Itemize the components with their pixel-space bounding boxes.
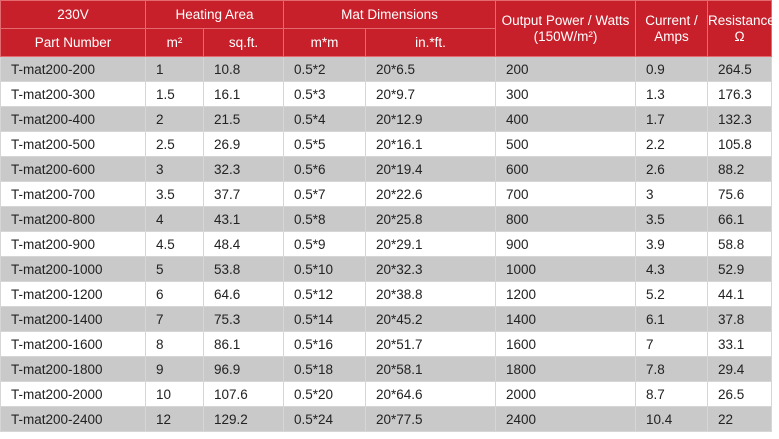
table-row [1,257,772,282]
current-cell: 10.4 [636,407,708,432]
resistance-cell: 132.3 [708,107,772,132]
m2-cell: 2.5 [146,132,204,157]
table-body [1,57,772,432]
resistance-cell: 66.1 [708,207,772,232]
table-row [1,132,772,157]
sqft-cell: 43.1 [204,207,284,232]
table-header [1,1,779,57]
mat-dimensions-header: Mat Dimensions [284,1,496,29]
part-number-cell: T-mat200-700 [1,182,146,207]
resistance-cell: 44.1 [708,282,772,307]
m2-cell: 4.5 [146,232,204,257]
sqft-header: sq.ft. [204,29,284,57]
inft-cell: 20*32.3 [366,257,496,282]
current-header: Current / Amps [636,1,708,57]
current-cell: 5.2 [636,282,708,307]
mm-cell: 0.5*24 [284,407,366,432]
inft-cell: 20*12.9 [366,107,496,132]
mm-cell: 0.5*8 [284,207,366,232]
inft-cell: 20*58.1 [366,357,496,382]
voltage-header: 230V [1,1,146,29]
inft-cell: 20*29.1 [366,232,496,257]
m2-cell: 6 [146,282,204,307]
table-row [1,232,772,257]
part-number-cell: T-mat200-500 [1,132,146,157]
m2-cell: 10 [146,382,204,407]
output-power-cell: 700 [496,182,636,207]
current-cell: 1.7 [636,107,708,132]
output-power-cell: 200 [496,57,636,82]
output-power-cell: 1000 [496,257,636,282]
sqft-cell: 86.1 [204,332,284,357]
inft-cell: 20*22.6 [366,182,496,207]
resistance-cell: 37.8 [708,307,772,332]
m2-header: m² [146,29,204,57]
m2-cell: 1 [146,57,204,82]
resistance-cell: 29.4 [708,357,772,382]
part-number-cell: T-mat200-2000 [1,382,146,407]
sqft-cell: 96.9 [204,357,284,382]
output-power-cell: 1800 [496,357,636,382]
table-row [1,182,772,207]
sqft-cell: 26.9 [204,132,284,157]
current-cell: 6.1 [636,307,708,332]
table-row [1,57,772,82]
part-number-cell: T-mat200-2400 [1,407,146,432]
inft-header: in.*ft. [366,29,496,57]
inft-cell: 20*77.5 [366,407,496,432]
table-row [1,157,772,182]
output-power-cell: 800 [496,207,636,232]
inft-cell: 20*19.4 [366,157,496,182]
output-power-cell: 600 [496,157,636,182]
current-cell: 8.7 [636,382,708,407]
output-power-cell: 500 [496,132,636,157]
table-row [1,332,772,357]
resistance-cell: 26.5 [708,382,772,407]
m2-cell: 9 [146,357,204,382]
m2-cell: 7 [146,307,204,332]
resistance-cell: 75.6 [708,182,772,207]
part-number-cell: T-mat200-1400 [1,307,146,332]
mm-cell: 0.5*14 [284,307,366,332]
resistance-cell: 105.8 [708,132,772,157]
sqft-cell: 16.1 [204,82,284,107]
heating-area-header: Heating Area [146,1,284,29]
mm-cell: 0.5*3 [284,82,366,107]
inft-cell: 20*16.1 [366,132,496,157]
current-cell: 7 [636,332,708,357]
output-power-cell: 2400 [496,407,636,432]
mm-cell: 0.5*6 [284,157,366,182]
current-cell: 1.3 [636,82,708,107]
current-cell: 3.5 [636,207,708,232]
sqft-cell: 32.3 [204,157,284,182]
m2-cell: 8 [146,332,204,357]
mm-cell: 0.5*9 [284,232,366,257]
m2-cell: 12 [146,407,204,432]
table-row [1,107,772,132]
m2-cell: 4 [146,207,204,232]
sqft-cell: 129.2 [204,407,284,432]
sqft-cell: 10.8 [204,57,284,82]
part-number-header: Part Number [1,29,146,57]
part-number-cell: T-mat200-300 [1,82,146,107]
resistance-cell: 58.8 [708,232,772,257]
mm-cell: 0.5*10 [284,257,366,282]
table-row [1,282,772,307]
resistance-cell: 52.9 [708,257,772,282]
m2-cell: 3.5 [146,182,204,207]
m2-cell: 1.5 [146,82,204,107]
part-number-cell: T-mat200-900 [1,232,146,257]
m2-cell: 3 [146,157,204,182]
inft-cell: 20*45.2 [366,307,496,332]
output-power-cell: 2000 [496,382,636,407]
resistance-cell: 33.1 [708,332,772,357]
table-row [1,357,772,382]
part-number-cell: T-mat200-1200 [1,282,146,307]
resistance-cell: 22 [708,407,772,432]
part-number-cell: T-mat200-400 [1,107,146,132]
mm-cell: 0.5*2 [284,57,366,82]
mm-cell: 0.5*4 [284,107,366,132]
table-row [1,207,772,232]
current-cell: 0.9 [636,57,708,82]
part-number-cell: T-mat200-1800 [1,357,146,382]
part-number-cell: T-mat200-1600 [1,332,146,357]
sqft-cell: 37.7 [204,182,284,207]
table-row [1,382,772,407]
mm-cell: 0.5*5 [284,132,366,157]
mm-cell: 0.5*12 [284,282,366,307]
output-power-cell: 400 [496,107,636,132]
inft-cell: 20*64.6 [366,382,496,407]
table-row [1,82,772,107]
inft-cell: 20*38.8 [366,282,496,307]
sqft-cell: 107.6 [204,382,284,407]
inft-cell: 20*25.8 [366,207,496,232]
output-power-header: Output Power / Watts (150W/m²) [496,1,636,57]
resistance-cell: 264.5 [708,57,772,82]
current-cell: 4.3 [636,257,708,282]
current-cell: 2.6 [636,157,708,182]
part-number-cell: T-mat200-1000 [1,257,146,282]
part-number-cell: T-mat200-200 [1,57,146,82]
m2-cell: 5 [146,257,204,282]
mm-cell: 0.5*7 [284,182,366,207]
inft-cell: 20*6.5 [366,57,496,82]
current-cell: 7.8 [636,357,708,382]
output-power-cell: 1400 [496,307,636,332]
current-cell: 3 [636,182,708,207]
current-cell: 2.2 [636,132,708,157]
output-power-cell: 300 [496,82,636,107]
table-row [1,307,772,332]
sqft-cell: 75.3 [204,307,284,332]
output-power-cell: 1600 [496,332,636,357]
mm-cell: 0.5*18 [284,357,366,382]
header-row-top [1,1,772,29]
part-number-cell: T-mat200-800 [1,207,146,232]
table-row [1,407,772,432]
part-number-cell: T-mat200-600 [1,157,146,182]
mm-cell: 0.5*20 [284,382,366,407]
inft-cell: 20*51.7 [366,332,496,357]
sqft-cell: 48.4 [204,232,284,257]
mm-cell: 0.5*16 [284,332,366,357]
current-cell: 3.9 [636,232,708,257]
resistance-cell: 88.2 [708,157,772,182]
inft-cell: 20*9.7 [366,82,496,107]
output-power-cell: 900 [496,232,636,257]
mm-header: m*m [284,29,366,57]
resistance-header: Resistance/ Ω [708,1,772,57]
sqft-cell: 64.6 [204,282,284,307]
sqft-cell: 21.5 [204,107,284,132]
m2-cell: 2 [146,107,204,132]
output-power-cell: 1200 [496,282,636,307]
sqft-cell: 53.8 [204,257,284,282]
resistance-cell: 176.3 [708,82,772,107]
